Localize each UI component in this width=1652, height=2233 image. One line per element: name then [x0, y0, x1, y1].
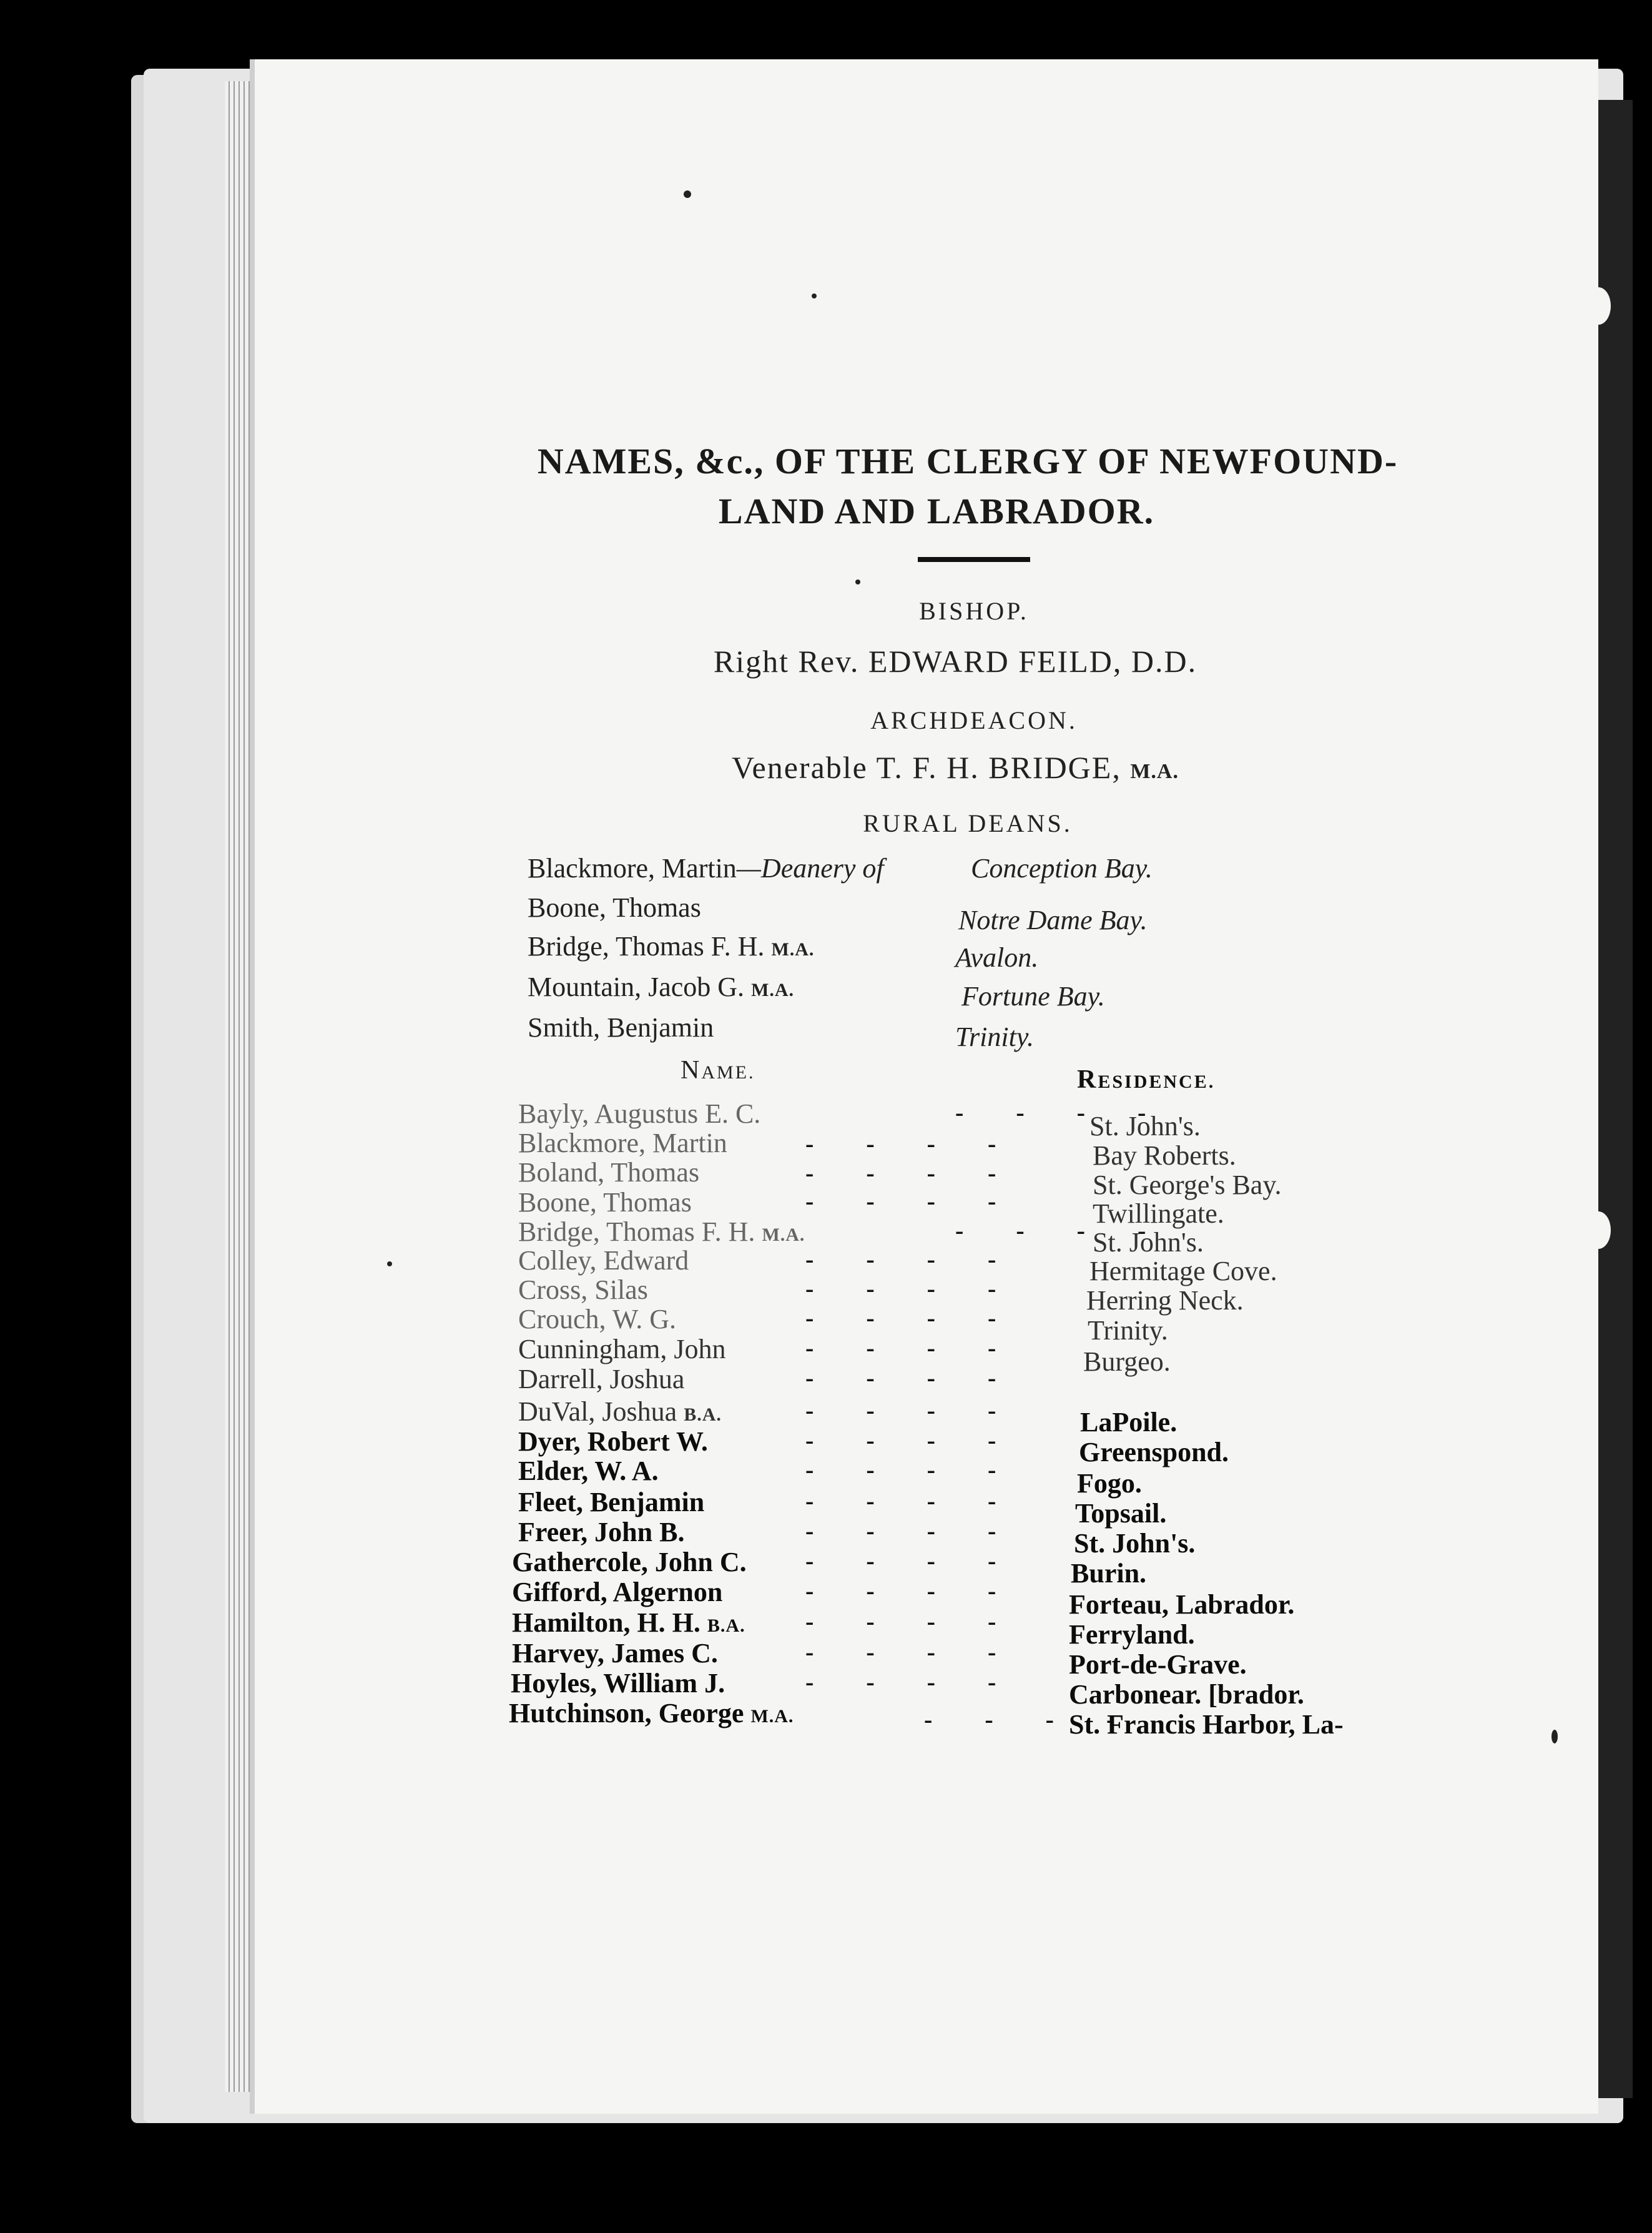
bishop-degree: D.D. [1131, 644, 1197, 679]
clergy-residence: St. George's Bay. [1093, 1170, 1282, 1200]
clergy-residence: Burgeo. [1083, 1346, 1171, 1377]
clergy-degree: B.A. [684, 1404, 722, 1425]
archdeacon-heading: ARCHDEACON. [870, 706, 1078, 734]
column-header-name-initial: N [681, 1056, 702, 1085]
clergy-residence: Greenspond. [1079, 1437, 1229, 1467]
clergy-residence: Forteau, Labrador. [1069, 1589, 1295, 1620]
leader-dots: - - - - [805, 1547, 996, 1575]
clergy-name-text: Gathercole, John C. [512, 1547, 747, 1577]
clergy-name [512, 1546, 747, 1578]
dean-row [528, 1012, 714, 1043]
deanery-name: Trinity. [955, 1022, 1034, 1052]
clergy-name-text: Elder, W. A. [518, 1456, 659, 1486]
leader-dots: - - - - [924, 1705, 1115, 1733]
clergy-name [518, 1216, 805, 1248]
ink-speck [855, 579, 860, 584]
clergy-name [518, 1333, 725, 1365]
ink-speck [1551, 1730, 1558, 1743]
dean-name: Smith, Benjamin [528, 1012, 714, 1043]
clergy-name [518, 1516, 684, 1548]
clergy-name-text: Crouch, W. G. [518, 1304, 676, 1334]
bishop-fullname: EDWARD FEILD, [868, 644, 1123, 679]
clergy-degree: M.A. [762, 1225, 805, 1245]
dean-row [528, 930, 814, 962]
dean-row [528, 892, 701, 924]
clergy-name-text: Fleet, Benjamin [518, 1487, 705, 1517]
title-rule [918, 557, 1030, 562]
dean-degree: M.A. [751, 980, 795, 1000]
clergy-degree: M.A. [750, 1706, 794, 1727]
leader-dots: - - - - [805, 1274, 996, 1303]
leader-dots: - - - - [805, 1187, 996, 1215]
leader-dots: - - - - [805, 1334, 996, 1362]
clergy-name-text: DuVal, Joshua [518, 1396, 677, 1427]
bishop-prefix: Right Rev. [713, 644, 860, 679]
dean-name: Boone, Thomas [528, 892, 701, 923]
clergy-name-text: Darrell, Joshua [518, 1364, 685, 1394]
leader-dots: - - - - [805, 1159, 996, 1187]
deanery-label: —Deanery of [736, 853, 884, 884]
clergy-residence: St. John's. [1074, 1528, 1196, 1559]
leader-dots: - - - - [805, 1638, 996, 1666]
clergy-name [518, 1455, 659, 1487]
archdeacon-prefix: Venerable [731, 750, 868, 785]
clergy-degree: B.A. [707, 1615, 745, 1636]
dean-name: Bridge, Thomas F. H. [528, 931, 765, 962]
clergy-residence: Carbonear. [brador. [1069, 1679, 1304, 1710]
leader-dots: - - - - [805, 1426, 996, 1454]
clergy-name-text: Hoyles, William J. [511, 1668, 725, 1698]
clergy-residence: LaPoile. [1080, 1407, 1178, 1437]
leader-dots: - - - - [805, 1245, 996, 1273]
clergy-name [512, 1607, 745, 1639]
dean-row [528, 852, 884, 884]
clergy-residence: Fogo. [1077, 1468, 1142, 1499]
clergy-residence: St. John's. [1089, 1111, 1201, 1141]
ink-speck [684, 190, 691, 198]
dean-name: Mountain, Jacob G. [528, 972, 745, 1002]
clergy-name [518, 1363, 684, 1395]
clergy-name-text: Bayly, Augustus E. C. [518, 1098, 761, 1129]
clergy-residence: St. John's. [1093, 1227, 1204, 1258]
clergy-name [518, 1127, 727, 1159]
leader-dots: - - - - [805, 1456, 996, 1484]
clergy-name-text: Harvey, James C. [512, 1638, 718, 1669]
deanery-name: Fortune Bay. [961, 981, 1105, 1012]
leader-dots: - - - - [805, 1577, 996, 1605]
deanery-name: Conception Bay. [971, 853, 1153, 884]
clergy-name-text: Blackmore, Martin [518, 1128, 727, 1158]
column-header-residence-initial: R [1077, 1065, 1098, 1094]
clergy-name-text: Bridge, Thomas F. H. [518, 1216, 755, 1247]
clergy-name-text: Freer, John B. [518, 1517, 685, 1547]
page-title-line-2: LAND AND LABRADOR. [718, 491, 1155, 531]
clergy-name-text: Hutchinson, George [509, 1698, 744, 1728]
clergy-name-text: Colley, Edward [518, 1245, 689, 1276]
clergy-residence: Herring Neck. [1086, 1285, 1244, 1316]
clergy-residence: Hermitage Cove. [1089, 1256, 1277, 1286]
clergy-name-text: Hamilton, H. H. [512, 1607, 701, 1638]
leader-dots: - - - - [805, 1304, 996, 1332]
clergy-name-text: Gifford, Algernon [512, 1577, 723, 1607]
deanery-name: Notre Dame Bay. [958, 905, 1148, 935]
clergy-residence: Port-de-Grave. [1069, 1649, 1247, 1680]
clergy-name [518, 1396, 722, 1427]
clergy-residence: Ferryland. [1069, 1619, 1195, 1650]
clergy-name-text: Dyer, Robert W. [518, 1426, 708, 1457]
clergy-name [518, 1245, 689, 1276]
column-header-residence-rest: ESIDENCE. [1098, 1072, 1216, 1092]
leader-dots: - - - - [805, 1517, 996, 1545]
clergy-name [518, 1186, 692, 1218]
clergy-name [518, 1156, 699, 1188]
leader-dots: - - - - [805, 1668, 996, 1696]
column-header-name [681, 1055, 755, 1085]
dean-name: Blackmore, Martin [528, 853, 737, 884]
clergy-residence: Burin. [1071, 1558, 1147, 1589]
clergy-name [518, 1426, 708, 1457]
ink-speck [812, 293, 817, 298]
clergy-name [518, 1303, 676, 1335]
dean-degree: M.A. [771, 939, 815, 960]
archdeacon-fullname: T. F. H. BRIDGE, [876, 750, 1121, 785]
clergy-name [511, 1667, 725, 1699]
bishop-heading: BISHOP. [919, 597, 1029, 625]
leader-dots: - - - - [955, 1216, 1146, 1245]
leader-dots: - - - - [955, 1098, 1146, 1126]
clergy-name-text: Cunningham, John [518, 1334, 726, 1364]
leader-dots: - - - - [805, 1364, 996, 1392]
clergy-residence: St. Francis Harbor, La- [1069, 1709, 1344, 1740]
clergy-name-text: Boland, Thomas [518, 1157, 700, 1188]
archdeacon-name [581, 749, 1330, 786]
page-title-line-1: NAMES, &c., OF THE CLERGY OF NEWFOUND- [537, 441, 1399, 481]
clergy-name [518, 1098, 760, 1130]
dean-row [528, 971, 794, 1003]
clergy-name [512, 1637, 718, 1669]
leader-dots: - - - - [805, 1130, 996, 1158]
leader-dots: - - - - [805, 1396, 996, 1424]
clergy-residence: Bay Roberts. [1093, 1140, 1236, 1171]
deanery-name: Avalon. [955, 942, 1039, 973]
archdeacon-degree: M.A. [1130, 760, 1179, 783]
bishop-name [581, 643, 1330, 679]
leader-dots: - - - - [805, 1607, 996, 1635]
clergy-name-text: Boone, Thomas [518, 1187, 692, 1218]
clergy-residence: Topsail. [1075, 1498, 1167, 1529]
clergy-name [518, 1486, 704, 1518]
clergy-name [509, 1697, 794, 1729]
leader-dots: - - - - [805, 1487, 996, 1515]
clergy-name [512, 1576, 722, 1608]
clergy-name [518, 1274, 648, 1306]
clergy-residence: Twillingate. [1093, 1198, 1224, 1229]
rural-deans-heading: RURAL DEANS. [863, 809, 1073, 837]
column-header-residence [1077, 1065, 1215, 1095]
column-header-name-rest: AME. [701, 1062, 755, 1083]
clergy-name-text: Cross, Silas [518, 1274, 648, 1305]
ink-speck [387, 1261, 392, 1266]
clergy-residence: Trinity. [1088, 1315, 1168, 1346]
